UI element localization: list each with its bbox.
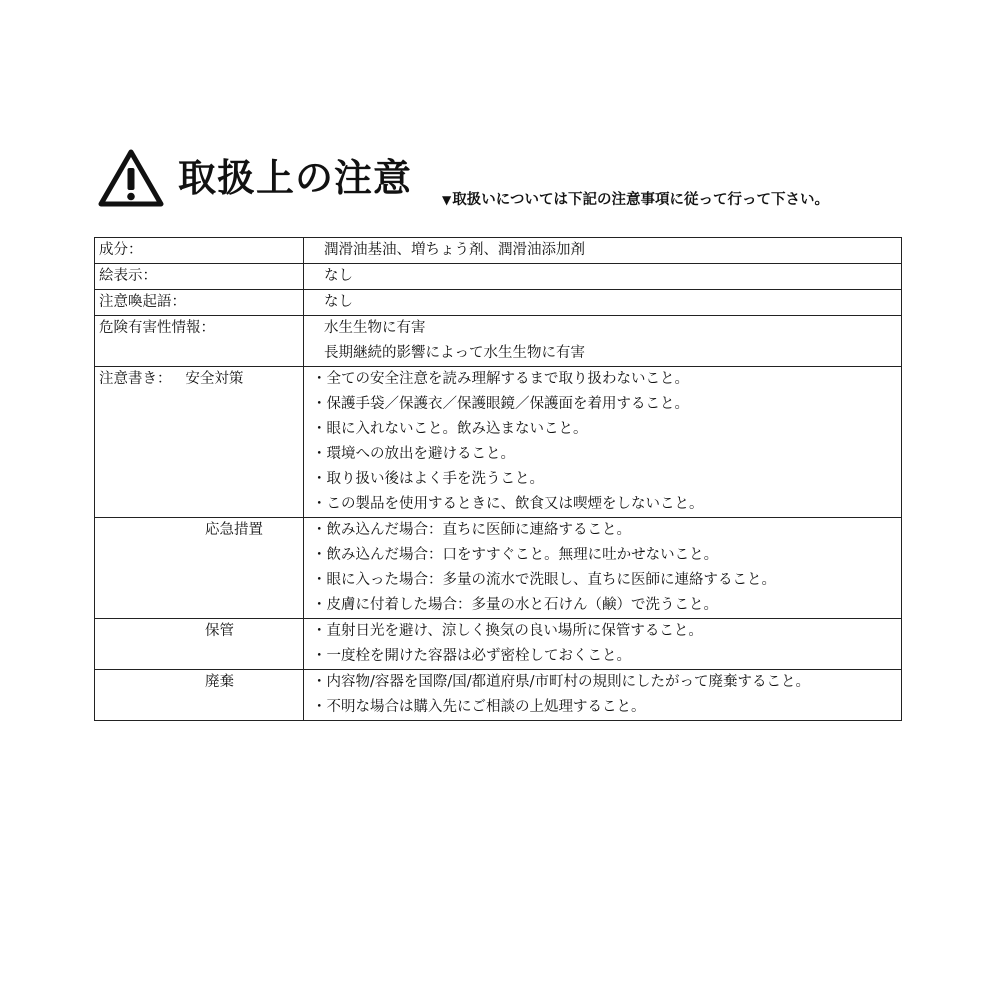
list-item: ・ 環境への放出を避けること。 (312, 442, 901, 467)
ingredients-label: 成分： (99, 242, 143, 258)
list-item: ・ 飲み込んだ場合：口をすすぐこと。無理に吐かせないこと。 (312, 543, 901, 568)
precautions-label: 注意書き： (99, 371, 172, 387)
hazard-info-label: 危険有害性情報： (99, 320, 215, 336)
disposal-label: 廃棄 (205, 674, 234, 690)
hazard-info-value-cell (304, 316, 902, 367)
hazard-info-label-cell (95, 316, 304, 367)
table-row-disposal (95, 670, 902, 721)
table-row-storage (95, 619, 902, 670)
disposal-label-cell (95, 670, 304, 721)
pictogram-label: 絵表示： (99, 268, 157, 284)
table-row-signal-word (95, 290, 902, 316)
precautions-table (94, 237, 902, 721)
list-item: ・ 取り扱い後はよく手を洗うこと。 (312, 467, 901, 492)
first-aid-label: 応急措置 (205, 522, 263, 538)
safety-measures-label-cell (95, 367, 304, 518)
storage-label: 保管 (205, 623, 234, 639)
table-row-first-aid (95, 518, 902, 619)
page-subtitle (442, 190, 829, 210)
list-item: ・ 不明な場合は購入先にご相談の上処理すること。 (312, 695, 901, 720)
signal-word-label: 注意喚起語： (99, 294, 186, 310)
list-item: ・ 全ての安全注意を読み理解するまで取り扱わないこと。 (312, 367, 901, 392)
table-row-hazard-info (95, 316, 902, 367)
page-title: 取扱上の注意 (178, 156, 413, 200)
table-row-pictogram (95, 264, 902, 290)
triangle-marker-icon: ▼ (442, 193, 452, 207)
safety-measures-label: 安全対策 (185, 371, 244, 387)
list-item: ・ 眼に入れないこと。飲み込まないこと。 (312, 417, 901, 442)
subtitle-text: 取扱いについては下記の注意事項に従って行って下さい。 (452, 192, 829, 208)
list-item: ・ 保護手袋／保護衣／保護眼鏡／保護面を着用すること。 (312, 392, 901, 417)
precautions-heading (99, 367, 303, 392)
warning-triangle-icon (98, 148, 164, 208)
list-item: ・ 直射日光を避け、涼しく換気の良い場所に保管すること。 (312, 619, 901, 644)
ingredients-label-cell (95, 238, 304, 264)
storage-label-cell (95, 619, 304, 670)
list-item: ・ 皮膚に付着した場合：多量の水と石けん（鹸）で洗うこと。 (312, 593, 901, 618)
list-item: ・ この製品を使用するときに、飲食又は喫煙をしないこと。 (312, 492, 901, 517)
ingredients-value: 潤滑油基油、増ちょう剤、潤滑油添加剤 (324, 242, 585, 258)
list-item: ・ 内容物/容器を国際/国/都道府県/市町村の規則にしたがって廃棄すること。 (312, 670, 901, 695)
storage-value-cell (304, 619, 902, 670)
list-item: ・ 眼に入った場合：多量の流水で洗眼し、直ちに医師に連絡すること。 (312, 568, 901, 593)
pictogram-value-cell (304, 264, 902, 290)
first-aid-value-cell (304, 518, 902, 619)
table-row-safety-measures (95, 367, 902, 518)
page-header (98, 148, 908, 210)
signal-word-label-cell (95, 290, 304, 316)
first-aid-label-cell (95, 518, 304, 619)
list-item: ・ 飲み込んだ場合：直ちに医師に連絡すること。 (312, 518, 901, 543)
list-item: ・ 一度栓を開けた容器は必ず密栓しておくこと。 (312, 644, 901, 669)
hazard-statement: 長期継続的影響によって水生生物に有害 (324, 345, 585, 361)
hazard-statement: 水生生物に有害 (324, 320, 426, 336)
signal-word-value-cell (304, 290, 902, 316)
table-row-ingredients (95, 238, 902, 264)
ingredients-value-cell (304, 238, 902, 264)
disposal-value-cell (304, 670, 902, 721)
pictogram-value: なし (324, 268, 353, 284)
pictogram-label-cell (95, 264, 304, 290)
safety-measures-value-cell (304, 367, 902, 518)
signal-word-value: なし (324, 294, 353, 310)
